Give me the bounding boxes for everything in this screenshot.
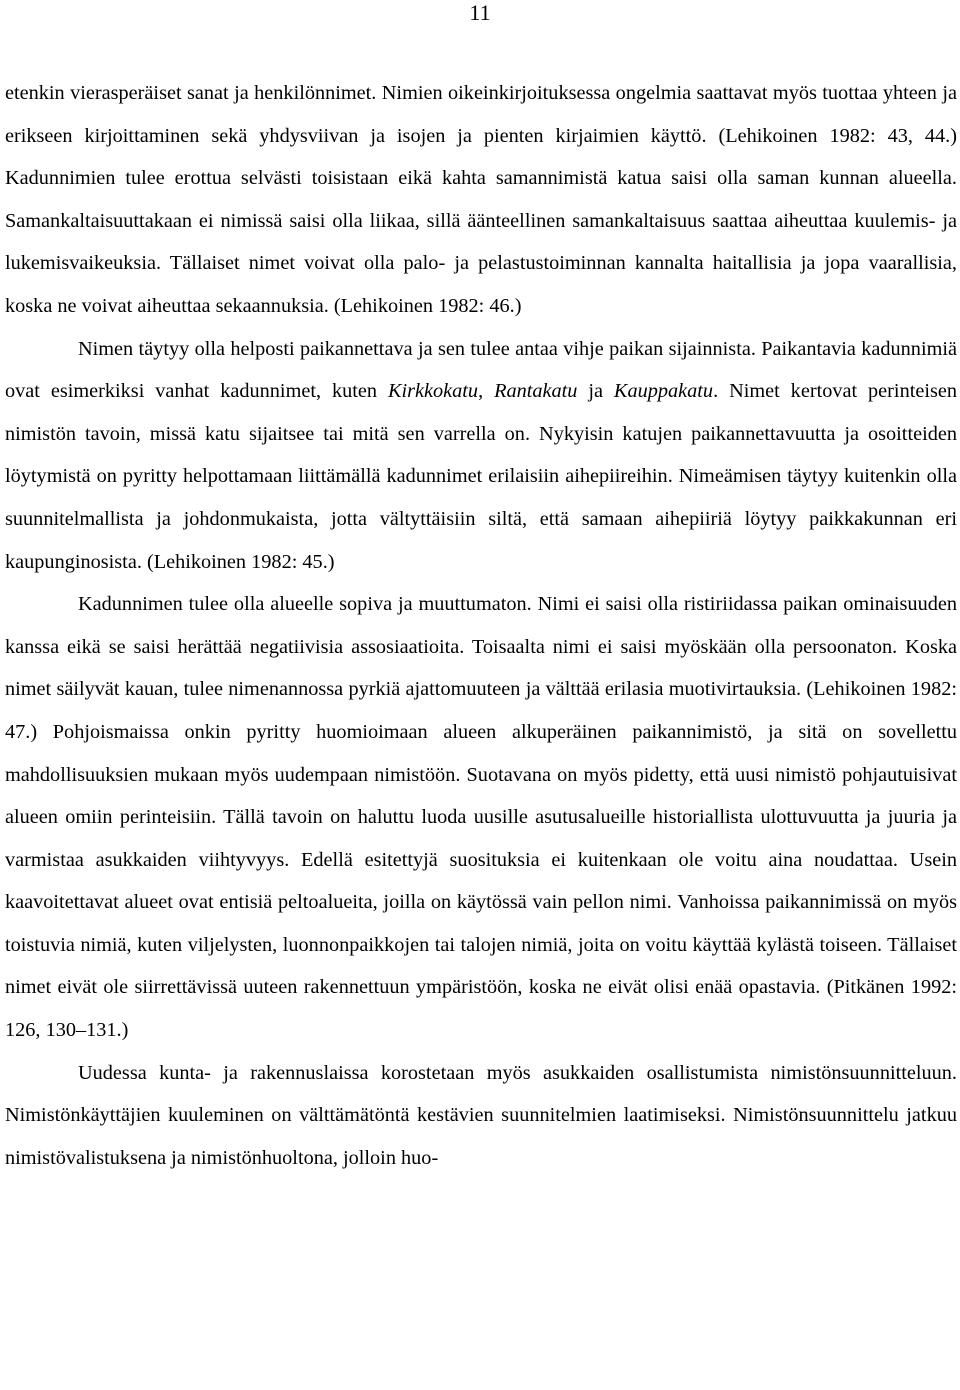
paragraph-text: etenkin vierasperäiset sanat ja henkilönnimet. Nimien oikeinkirjoituksessa ongelmia saattavat myös tuottaa yhteen ja erikseen kirjoittaminen sekä yhdysviivan ja isojen ja pienten kirjaimien käyttö. (Lehikoinen 1982: 43, 44.) Kadunnimien tulee erottua selvästi toisistaan eikä kahta samannimistä katua saisi olla saman kunnan alueella. Samankaltaisuuttakaan ei nimissä saisi olla liikaa, sillä äänteellinen samankaltaisuus saattaa aiheuttaa kuulemis- ja lukemisvaikeuksia. Tällaiset nimet voivat olla palo- ja pelastustoiminnan kannalta haitallisia ja jopa vaarallisia, koska ne voivat aiheuttaa sekaannuksia. (Lehikoinen 1982: 46.) bbox=[5, 82, 957, 317]
paragraph-text: Nimen täytyy olla helposti paikannettava ja sen tulee antaa vihje paikan sijainnista. Paikantavia kadunnimiä ovat esimerkiksi vanhat kadunnimet, kuten bbox=[5, 337, 957, 403]
paragraph-text: Kadunnimen tulee olla alueelle sopiva ja muuttumaton. Nimi ei saisi olla ristiriidassa paikan ominaisuuden kanssa eikä se saisi herättää negatiivisia assosiaatioita. Toisaalta nimi ei saisi myöskään olla persoonaton. Koska nimet säilyvät kauan, tulee nimenannossa pyrkiä ajattomuuteen ja välttää erilasia muotivirtauksia. (Lehikoinen 1982: 47.) Pohjoismaissa onkin pyritty huomioimaan alueen alkuperäinen paikannimistö, ja sitä on sovellettu mahdollisuuksien mukaan myös uudempaan nimistöön. Suotavana on myös pidetty, että uusi nimistö pohjautuisivat alueen omiin perinteisiin. Tällä tavoin on haluttu luoda uusille asutusalueille historiallista ulottuvuutta ja juuria ja varmistaa asukkaiden viihtyvyys. Edellä esitettyjä suosituksia ei kuitenkaan ole voitu aina noudattaa. Usein kaavoitettavat alueet ovat entisiä peltoalueita, joilla on käytössä vain pellon nimi. Vanhoissa paikannimissä on myös toistuvia nimiä, kuten viljelysten, luonnonpaikkojen tai talojen nimiä, joita on voitu käyttää kylästä toiseen. Tällaiset nimet eivät ole siirrettävissä uuteen rakennettuun ympäristöön, koska ne eivät olisi enää opastavia. (Pitkänen 1992: 126, 130–131.) bbox=[5, 593, 957, 1042]
paragraph-1 bbox=[5, 72, 957, 328]
italic-street-name: Rantakatu bbox=[494, 380, 578, 403]
paragraph-text: , bbox=[478, 380, 495, 403]
body-text bbox=[5, 72, 957, 1179]
paragraph-2 bbox=[5, 328, 957, 584]
paragraph-text: Uudessa kunta- ja rakennuslaissa korostetaan myös asukkaiden osallistumista nimistönsuunnitteluun. Nimistönkäyttäjien kuuleminen on välttämätöntä kestävien suunnitelmien laatimiseksi. Nimistönsuunnittelu jatkuu nimistövalistuksena ja nimistönhuoltona, jolloin huo- bbox=[5, 1061, 957, 1169]
paragraph-3 bbox=[5, 583, 957, 1052]
paragraph-text: ja bbox=[577, 380, 614, 403]
italic-street-name: Kirkkokatu bbox=[387, 380, 479, 403]
paragraph-4 bbox=[5, 1052, 957, 1180]
paragraph-text: . Nimet kertovat perinteisen nimistön tavoin, missä katu sijaitsee tai mitä sen varrella on. Nykyisin katujen paikannettavuutta ja osoitteiden löytymistä on pyritty helpottamaan liittämällä kadunnimet erilaisiin aihepiireihin. Nimeämisen täytyy kuitenkin olla suunnitelmallista ja johdonmukaista, jotta vältyttäisiin siltä, että samaan aihepiiriä löytyy paikkakunnan eri kaupunginosista. (Lehikoinen 1982: 45.) bbox=[5, 380, 958, 573]
italic-street-name: Kauppakatu bbox=[613, 380, 714, 403]
page-number: 11 bbox=[469, 0, 491, 25]
